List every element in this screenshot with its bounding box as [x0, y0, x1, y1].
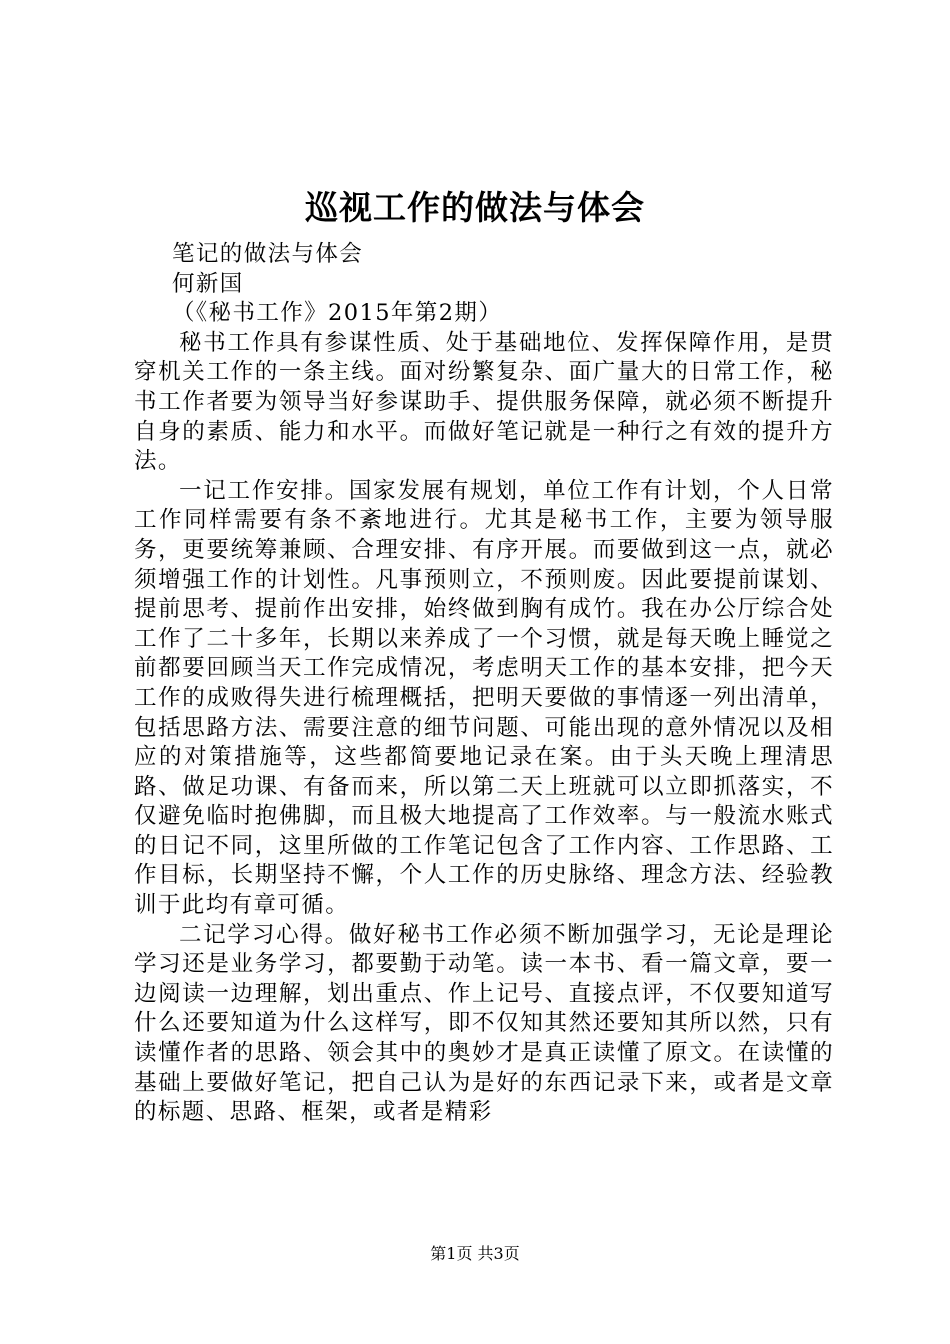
page-number-footer: 第1页 共3页 [430, 1244, 520, 1263]
body-paragraph: 秘书工作具有参谋性质、处于基础地位、发挥保障作用，是贯穿机关工作的一条主线。面对纷繁复杂、面广量大的日常工作，秘书工作者要为领导当好参谋助手、提供服务保障，就必须不断提升自身的素质、能力和水平。而做好笔记就是一种行之有效的提升方法。 [134, 329, 834, 475]
body-paragraph: 一记工作安排。国家发展有规划，单位工作有计划，个人日常工作同样需要有条不紊地进行。尤其是秘书工作，主要为领导服务，更要统筹兼顾、合理安排、有序开展。而要做到这一点，就必须增强工作的计划性。凡事预则立，不预则废。因此要提前谋划、提前思考、提前作出安排，始终做到胸有成竹。我在办公厅综合处工作了二十多年，长期以来养成了一个习惯，就是每天晚上睡觉之前都要回顾当天工作完成情况，考虑明天工作的基本安排，把今天工作的成败得失进行梳理概括，把明天要做的事情逐一列出清单，包括思路方法、需要注意的细节问题、可能出现的意外情况以及相应的对策措施等，这些都简要地记录在案。由于头天晚上理清思路、做足功课、有备而来，所以第二天上班就可以立即抓落实，不仅避免临时抱佛脚，而且极大地提高了工作效率。与一般流水账式的日记不同，这里所做的工作笔记包含了工作内容、工作思路、工作目标，长期坚持不懈，个人工作的历史脉络、理念方法、经验教训于此均有章可循。 [134, 477, 834, 919]
document-author: 何新国 [172, 270, 244, 297]
document-source: （《秘书工作》2015年第2期） [172, 300, 503, 327]
body-paragraph: 二记学习心得。做好秘书工作必须不断加强学习，无论是理论学习还是业务学习，都要勤于动笔。读一本书、看一篇文章，要一边阅读一边理解，划出重点、作上记号、直接点评，不仅要知道写什么还要知道为什么这样写，即不仅知其然还要知其所以然，只有读懂作者的思路、领会其中的奥妙才是真正读懂了原文。在读懂的基础上要做好笔记，把自己认为是好的东西记录下来，或者是文章的标题、思路、框架，或者是精彩 [134, 921, 834, 1126]
document-subtitle: 笔记的做法与体会 [172, 241, 364, 267]
document-title: 巡视工作的做法与体会 [305, 188, 645, 227]
document-body [134, 240, 834, 1128]
